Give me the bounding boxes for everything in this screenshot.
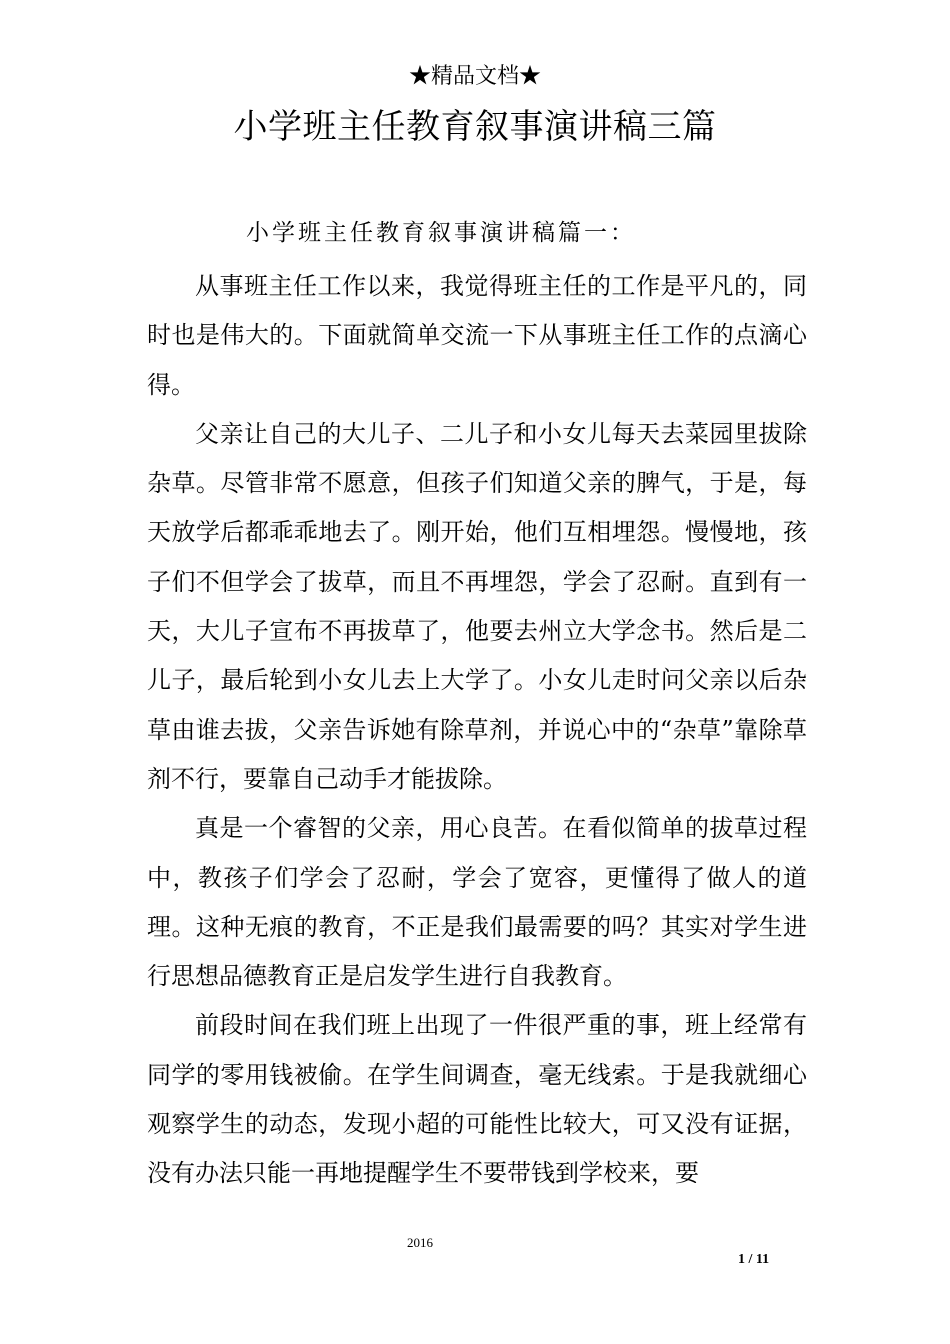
paragraph: 前段时间在我们班上出现了一件很严重的事，班上经常有同学的零用钱被偷。在学生间调查，毫无线索。于是我就细心观察学生的动态，发现小超的可能性比较大，可又没有证据，没有办法只能一再地提醒学生不要带钱到学校来，要	[147, 1011, 807, 1188]
footer-year: 2016	[407, 1235, 433, 1250]
paragraph: 从事班主任工作以来，我觉得班主任的工作是平凡的，同时也是伟大的。下面就简单交流一下从事班主任工作的点滴心得。	[147, 272, 807, 399]
section-heading: 小学班主任教育叙事演讲稿篇一：	[246, 220, 636, 246]
paragraph: 真是一个睿智的父亲，用心良苦。在看似简单的拔草过程中，教孩子们学会了忍耐，学会了宽容，更懂得了做人的道理。这种无痕的教育，不正是我们最需要的吗？其实对学生进行思想品德教育正是启发学生进行自我教育。	[147, 814, 807, 991]
paragraph: 父亲让自己的大儿子、二儿子和小女儿每天去菜园里拔除杂草。尽管非常不愿意，但孩子们知道父亲的脾气，于是，每天放学后都乖乖地去了。刚开始，他们互相埋怨。慢慢地，孩子们不但学会了拔草，而且不再埋怨，学会了忍耐。直到有一天，大儿子宣布不再拔草了，他要去州立大学念书。然后是二儿子，最后轮到小女儿去上大学了。小女儿走时问父亲以后杂草由谁去拔，父亲告诉她有除草剂，并说心中的“杂草”靠除草剂不行，要靠自己动手才能拔除。	[147, 419, 807, 793]
header-mark: ★精品文档★	[408, 64, 541, 89]
document-title: 小学班主任教育叙事演讲稿三篇	[233, 107, 717, 147]
page-number: 1 / 11	[738, 1252, 770, 1267]
body-text	[147, 262, 807, 1199]
